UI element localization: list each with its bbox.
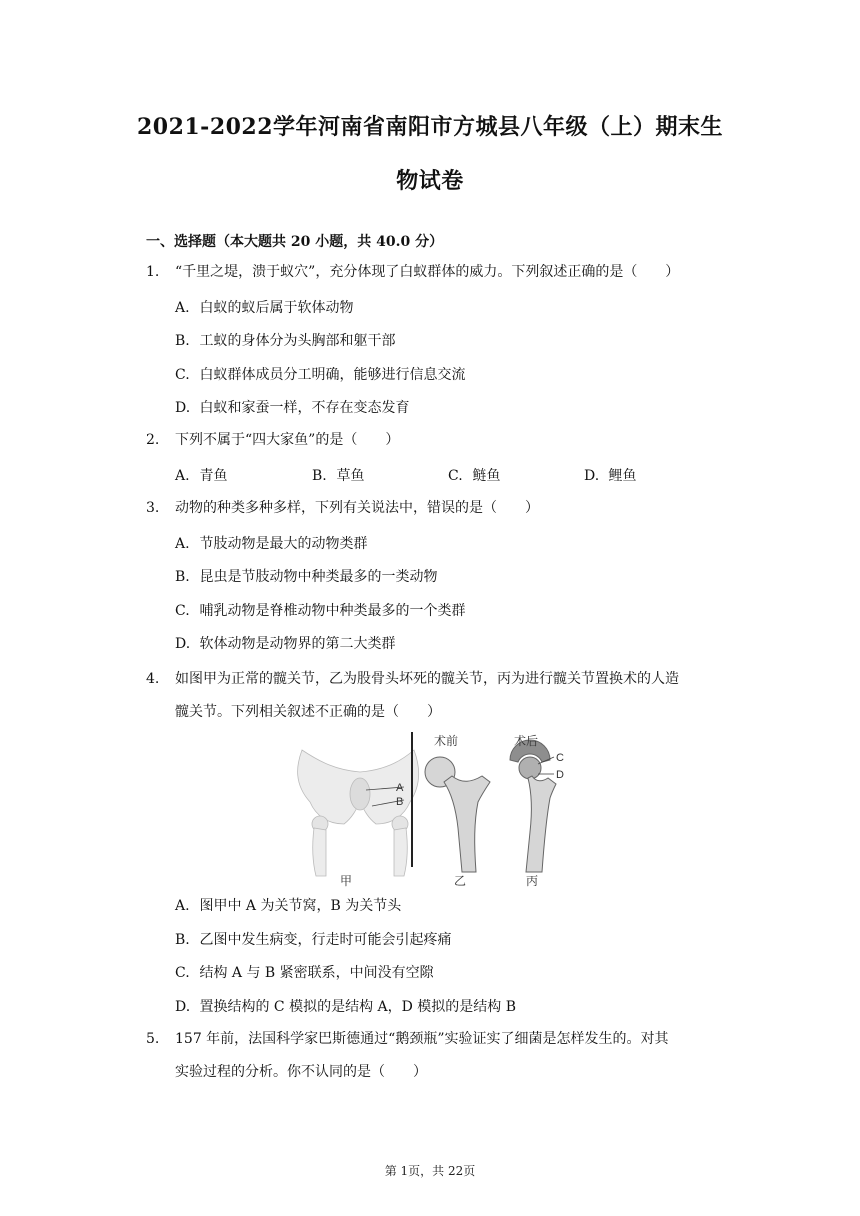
question-3-option-c bbox=[175, 600, 465, 622]
question-number: 5. bbox=[146, 1031, 160, 1047]
question-number: 1. bbox=[146, 264, 160, 280]
option-text: 结构 A 与 B 紧密联系，中间没有空隙 bbox=[199, 965, 434, 981]
option-label: D. bbox=[584, 468, 600, 484]
question-1-option-a bbox=[175, 297, 353, 319]
option-label: D. bbox=[175, 400, 191, 416]
option-label: C. bbox=[175, 367, 190, 383]
option-label: D. bbox=[175, 999, 191, 1015]
option-text: 工蚁的身体分为头胸部和躯干部 bbox=[199, 333, 396, 349]
question-2-option-a bbox=[175, 465, 227, 487]
question-text-line-1: 157 年前，法国科学家巴斯德通过“鹅颈瓶”实验证实了细菌是怎样发生的。对其 bbox=[175, 1031, 669, 1047]
label-jia: 甲 bbox=[340, 874, 353, 888]
question-4-option-c bbox=[175, 962, 434, 984]
question-4-option-a bbox=[175, 895, 401, 917]
label-after: 术后 bbox=[514, 734, 539, 748]
label-yi: 乙 bbox=[454, 874, 467, 888]
mark-a: A bbox=[396, 782, 404, 794]
question-2-option-c bbox=[448, 465, 500, 487]
page-footer: 第 1页，共 22页 bbox=[384, 1164, 476, 1178]
option-text: 鲤鱼 bbox=[608, 468, 637, 484]
document-title bbox=[100, 100, 760, 208]
pelvis-illustration bbox=[298, 750, 419, 876]
title-line-1: 2021-2022学年河南省南阳市方城县八年级（上）期末生 bbox=[136, 114, 724, 140]
label-bing: 丙 bbox=[526, 874, 539, 888]
option-label: D. bbox=[175, 636, 191, 652]
option-text: 置换结构的 C 模拟的是结构 A，D 模拟的是结构 B bbox=[199, 999, 517, 1015]
question-3 bbox=[146, 492, 726, 525]
option-label: C. bbox=[175, 603, 190, 619]
question-4 bbox=[146, 663, 726, 729]
option-text: 哺乳动物是脊椎动物中种类最多的一个类群 bbox=[199, 603, 466, 619]
option-label: B. bbox=[175, 569, 190, 585]
question-1-option-b bbox=[175, 330, 395, 352]
mark-c: C bbox=[556, 752, 564, 764]
question-1-option-c bbox=[175, 364, 465, 386]
option-label: A. bbox=[175, 300, 190, 316]
question-1 bbox=[146, 256, 726, 289]
question-2-option-b bbox=[312, 465, 364, 487]
option-label: A. bbox=[175, 898, 190, 914]
question-2 bbox=[146, 424, 726, 457]
question-3-option-b bbox=[175, 566, 437, 588]
mark-b: B bbox=[396, 796, 404, 808]
option-text: 青鱼 bbox=[199, 468, 228, 484]
femur-after-illustration bbox=[510, 740, 556, 872]
option-label: A. bbox=[175, 468, 190, 484]
option-label: C. bbox=[448, 468, 463, 484]
question-number: 3. bbox=[146, 500, 160, 516]
option-text: 节肢动物是最大的动物类群 bbox=[199, 536, 368, 552]
option-label: B. bbox=[175, 333, 190, 349]
question-1-option-d bbox=[175, 397, 409, 419]
label-before: 术前 bbox=[434, 734, 459, 748]
question-text: “千里之堤，溃于蚁穴”，充分体现了白蚁群体的威力。下列叙述正确的是（ ） bbox=[175, 264, 680, 280]
option-text: 白蚁的蚁后属于软体动物 bbox=[199, 300, 354, 316]
option-text: 昆虫是节肢动物中种类最多的一类动物 bbox=[199, 569, 438, 585]
question-5 bbox=[146, 1023, 726, 1089]
option-label: B. bbox=[312, 468, 327, 484]
question-number: 4. bbox=[146, 671, 160, 687]
question-number: 2. bbox=[146, 432, 160, 448]
question-3-option-d bbox=[175, 633, 395, 655]
option-label: A. bbox=[175, 536, 190, 552]
option-text: 乙图中发生病变，行走时可能会引起疼痛 bbox=[199, 932, 452, 948]
femur-before-illustration bbox=[425, 757, 490, 872]
mark-d: D bbox=[556, 769, 564, 781]
hip-joint-figure bbox=[292, 732, 568, 890]
question-text: 下列不属于“四大家鱼”的是（ ） bbox=[175, 432, 400, 448]
question-text-line-2: 髋关节。下列相关叙述不正确的是（ ） bbox=[175, 704, 441, 720]
section-heading: 一、选择题（本大题共 20 小题，共 40.0 分） bbox=[146, 234, 444, 250]
option-text: 白蚁群体成员分工明确，能够进行信息交流 bbox=[199, 367, 466, 383]
question-text-line-2: 实验过程的分析。你不认同的是（ ） bbox=[175, 1064, 427, 1080]
question-text: 动物的种类多种多样，下列有关说法中，错误的是（ ） bbox=[175, 500, 539, 516]
question-2-option-d bbox=[584, 465, 636, 487]
question-3-option-a bbox=[175, 533, 367, 555]
option-text: 图甲中 A 为关节窝，B 为关节头 bbox=[199, 898, 402, 914]
title-line-2: 物试卷 bbox=[396, 168, 464, 194]
option-text: 白蚁和家蚕一样，不存在变态发育 bbox=[199, 400, 410, 416]
option-text: 草鱼 bbox=[336, 468, 365, 484]
question-text-line-1: 如图甲为正常的髋关节，乙为股骨头坏死的髋关节，丙为进行髋关节置换术的人造 bbox=[175, 671, 679, 687]
question-4-option-b bbox=[175, 929, 451, 951]
option-text: 软体动物是动物界的第二大类群 bbox=[199, 636, 396, 652]
option-label: B. bbox=[175, 932, 190, 948]
option-label: C. bbox=[175, 965, 190, 981]
question-4-option-d bbox=[175, 996, 516, 1018]
option-text: 鲢鱼 bbox=[472, 468, 501, 484]
